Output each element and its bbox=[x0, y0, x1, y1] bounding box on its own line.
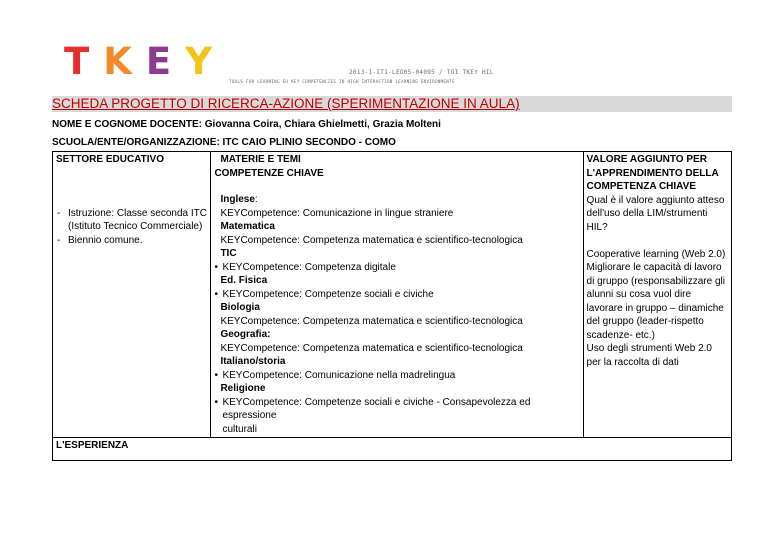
sector-header: SETTORE EDUCATIVO bbox=[56, 154, 164, 165]
logo-letter-k: K bbox=[103, 40, 132, 83]
subject-biologia: Biologia bbox=[220, 302, 260, 313]
subject-fisica: Ed. Fisica bbox=[220, 275, 268, 286]
logo-letter-e: E bbox=[145, 40, 172, 83]
experience-label: L'ESPERIENZA bbox=[56, 440, 129, 451]
kc-geografia: KEYCompetence: Competenza matematica e scientifico-tecnologica bbox=[220, 342, 523, 354]
subjects-cell bbox=[211, 152, 583, 438]
kc-biologia: KEYCompetence: Competenza matematica e scientifico-tecnologica bbox=[220, 315, 523, 327]
teachers-line: NOME E COGNOME DOCENTE: Giovanna Coira, Chiara Ghielmetti, Grazia Molteni bbox=[52, 119, 441, 130]
subject-tic: TIC bbox=[220, 248, 237, 259]
value-answer-1: Cooperative learning (Web 2.0) bbox=[586, 248, 726, 260]
kc-tic: • KEYCompetence: Competenza digitale bbox=[214, 261, 579, 275]
value-header: VALORE AGGIUNTO PER L'APPRENDIMENTO DELLA COMPETENZA CHIAVE bbox=[586, 154, 719, 192]
kc-matematica: KEYCompetence: Competenza matematica e scientifico-tecnologica bbox=[220, 234, 523, 246]
logo-letter-y: Y bbox=[185, 40, 212, 83]
value-answer-3: Uso degli strumenti Web 2.0 per la raccolta di dati bbox=[586, 343, 712, 368]
sector-list bbox=[56, 207, 207, 248]
table-row bbox=[53, 152, 732, 438]
kc-italiano: • KEYCompetence: Comunicazione nella madrelingua bbox=[214, 369, 579, 383]
subject-matematica: Matematica bbox=[220, 221, 275, 232]
kc-religione: • KEYCompetence: Competenze sociali e civiche - Consapevolezza ed espressione culturali bbox=[214, 396, 579, 437]
list-item: - Istruzione: Classe seconda ITC (Istituto Tecnico Commerciale) bbox=[68, 207, 207, 234]
subject-italiano: Italiano/storia bbox=[220, 356, 286, 367]
value-question: Qual è il valore aggiunto atteso dell'uso della LIM/strumenti HIL? bbox=[586, 194, 725, 233]
table-row bbox=[53, 438, 732, 461]
subjects-header-1: MATERIE E TEMI bbox=[220, 154, 301, 165]
page-title: SCHEDA PROGETTO DI RICERCA-AZIONE (SPERIMENTAZIONE IN AULA) bbox=[52, 96, 520, 111]
school-line: SCUOLA/ENTE/ORGANIZZAZIONE: ITC CAIO PLINIO SECONDO - COMO bbox=[52, 137, 396, 148]
experience-cell bbox=[53, 438, 732, 461]
logo-letter-t: T bbox=[64, 40, 90, 83]
kc-inglese: KEYCompetence: Comunicazione in lingue straniere bbox=[220, 207, 454, 219]
subject-geografia: Geografia: bbox=[220, 329, 271, 340]
project-subtitle: TOOLS FOR LEARNING EU KEY COMPETENCIES IN HIGH INTERACTION LEARNING ENVIRONMENTS bbox=[229, 79, 455, 84]
subject-inglese: Inglese: bbox=[220, 194, 258, 205]
list-item: - Biennio comune. bbox=[68, 234, 207, 248]
project-table bbox=[52, 151, 732, 461]
subjects-header-2: COMPETENZE CHIAVE bbox=[214, 167, 324, 179]
value-cell bbox=[583, 152, 731, 438]
subject-religione: Religione bbox=[220, 383, 266, 394]
project-code: 2013-1-IT1-LEO05-04095 / TOI TKEY HIL bbox=[349, 69, 494, 76]
tkey-logo bbox=[64, 40, 226, 83]
kc-fisica: • KEYCompetence: Competenze sociali e civiche bbox=[214, 288, 579, 302]
value-answer-2: Migliorare le capacità di lavoro di gruppo (responsabilizzare gli alunni su cosa vuol dire lavorare in gruppo – dinamiche del gruppo (leader-rispetto scadenze- etc.) bbox=[586, 262, 725, 341]
sector-cell bbox=[53, 152, 211, 438]
